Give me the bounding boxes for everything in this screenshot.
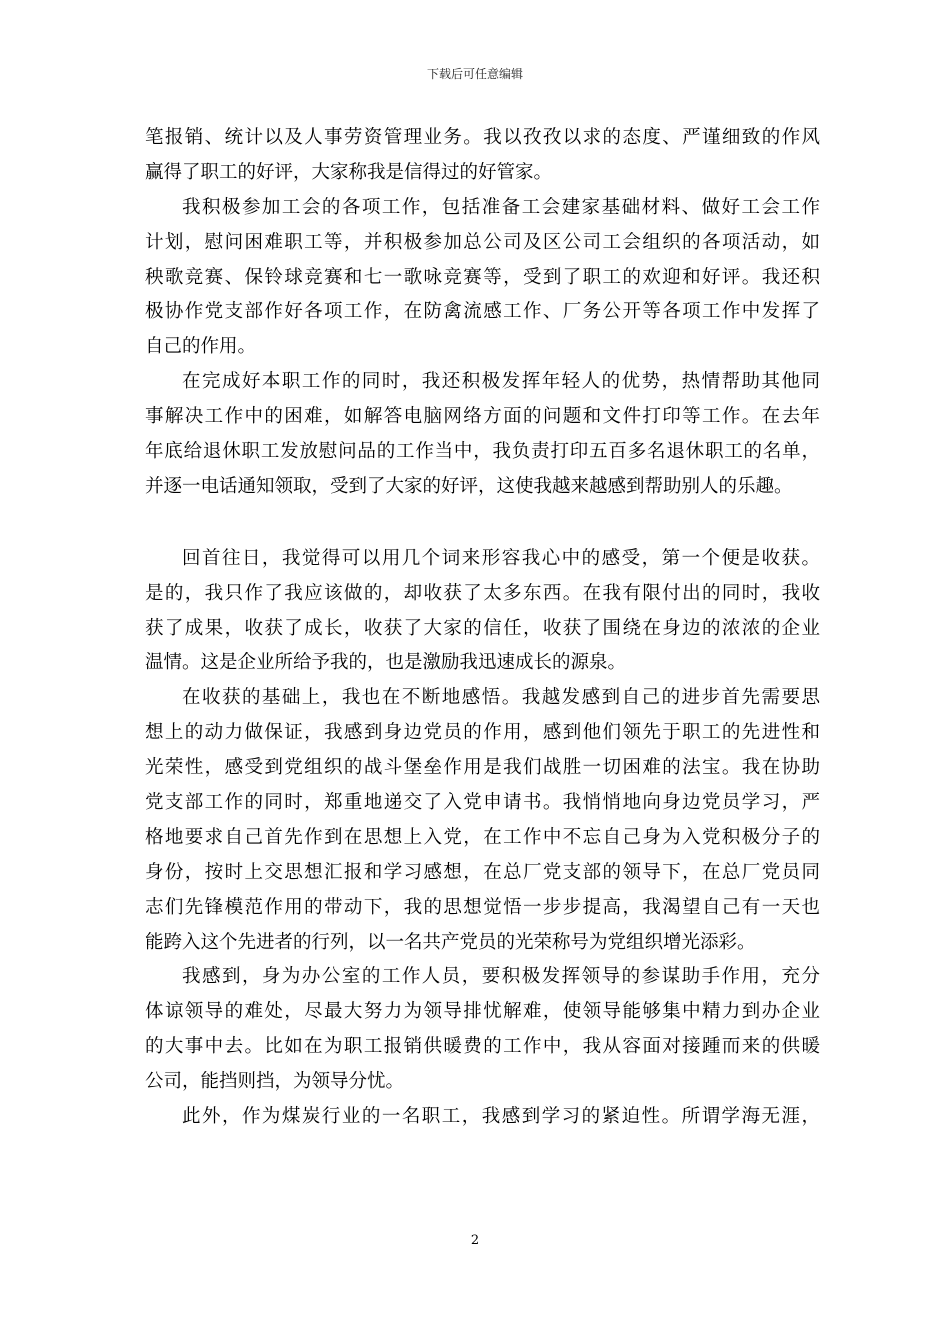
paragraph [145,542,820,682]
text-line: 在完成好本职工作的同时，我还积极发挥年轻人的优势，热情帮助其他同 [182,371,820,393]
text-line: 我感到，身为办公室的工作人员，要积极发挥领导的参谋助手作用，充分 [182,966,820,988]
text-line: 想上的动力做保证，我感到身边党员的作用，感到他们领先于职工的先进性和 [145,722,820,744]
paragraph [145,121,820,191]
text-line: 党支部工作的同时，郑重地递交了入党申请书。我悄悄地向身边党员学习，严 [145,792,820,814]
page-number: 2 [470,1233,480,1248]
text-line: 赢得了职工的好评，大家称我是信得过的好管家。 [145,161,553,183]
text-line: 能跨入这个先进者的行列，以一名共产党员的光荣称号为党组织增光添彩。 [145,931,756,953]
page-header: 下载后可任意编辑 [426,67,523,81]
text-line: 身份，按时上交思想汇报和学习感想，在总厂党支部的领导下，在总厂党员同 [145,861,820,883]
text-line: 笔报销、统计以及人事劳资管理业务。我以孜孜以求的态度、严谨细致的作风 [145,127,820,148]
text-line: 回首往日，我觉得可以用几个词来形容我心中的感受，第一个便是收获。 [182,547,820,569]
text-line: 是的，我只作了我应该做的，却收获了太多东西。在我有限付出的同时，我收 [145,582,820,604]
text-line: 并逐一电话通知领取，受到了大家的好评，这使我越来越感到帮助别人的乐趣。 [145,475,793,497]
document-body [145,121,820,1135]
text-line: 自己的作用。 [145,336,257,358]
paragraph [145,960,820,1100]
text-line: 计划，慰问困难职工等，并积极参加总公司及区公司工会组织的各项活动，如 [145,231,820,253]
text-line: 志们先锋模范作用的带动下，我的思想觉悟一步步提高，我渴望自己有一天也 [145,896,820,918]
text-line: 我积极参加工会的各项工作，包括准备工会建家基础材料、做好工会工作 [182,196,820,218]
text-line: 格地要求自己首先作到在思想上入党，在工作中不忘自己身为入党积极分子的 [145,826,820,848]
paragraph [145,191,820,365]
text-line: 年底给退休职工发放慰问品的工作当中，我负责打印五百多名退休职工的名单， [145,441,820,463]
text-line: 温情。这是企业所给予我的，也是激励我迅速成长的源泉。 [145,652,627,674]
text-line: 光荣性，感受到党组织的战斗堡垒作用是我们战胜一切困难的法宝。我在协助 [145,757,820,779]
text-line: 事解决工作中的困难，如解答电脑网络方面的问题和文件打印等工作。在去年 [145,406,820,428]
text-line: 极协作党支部作好各项工作，在防禽流感工作、厂务公开等各项工作中发挥了 [145,301,820,323]
text-line: 此外，作为煤炭行业的一名职工，我感到学习的紧迫性。所谓学海无涯， [182,1106,820,1128]
paragraph [145,681,820,960]
text-line: 体谅领导的难处，尽最大努力为领导排忧解难，使领导能够集中精力到办企业 [145,1001,820,1023]
text-line: 的大事中去。比如在为职工报销供暖费的工作中，我从容面对接踵而来的供暖 [145,1036,820,1058]
text-line: 获了成果，收获了成长，收获了大家的信任，收获了围绕在身边的浓浓的企业 [145,617,820,639]
paragraph [145,1100,820,1135]
paragraph [145,365,820,505]
text-line: 公司，能挡则挡，为领导分忧。 [145,1071,405,1093]
text-line: 秧歌竞赛、保铃球竞赛和七一歌咏竞赛等，受到了职工的欢迎和好评。我还积 [145,266,820,288]
text-line: 在收获的基础上，我也在不断地感悟。我越发感到自己的进步首先需要思 [182,687,820,709]
paragraph-gap [145,505,820,542]
